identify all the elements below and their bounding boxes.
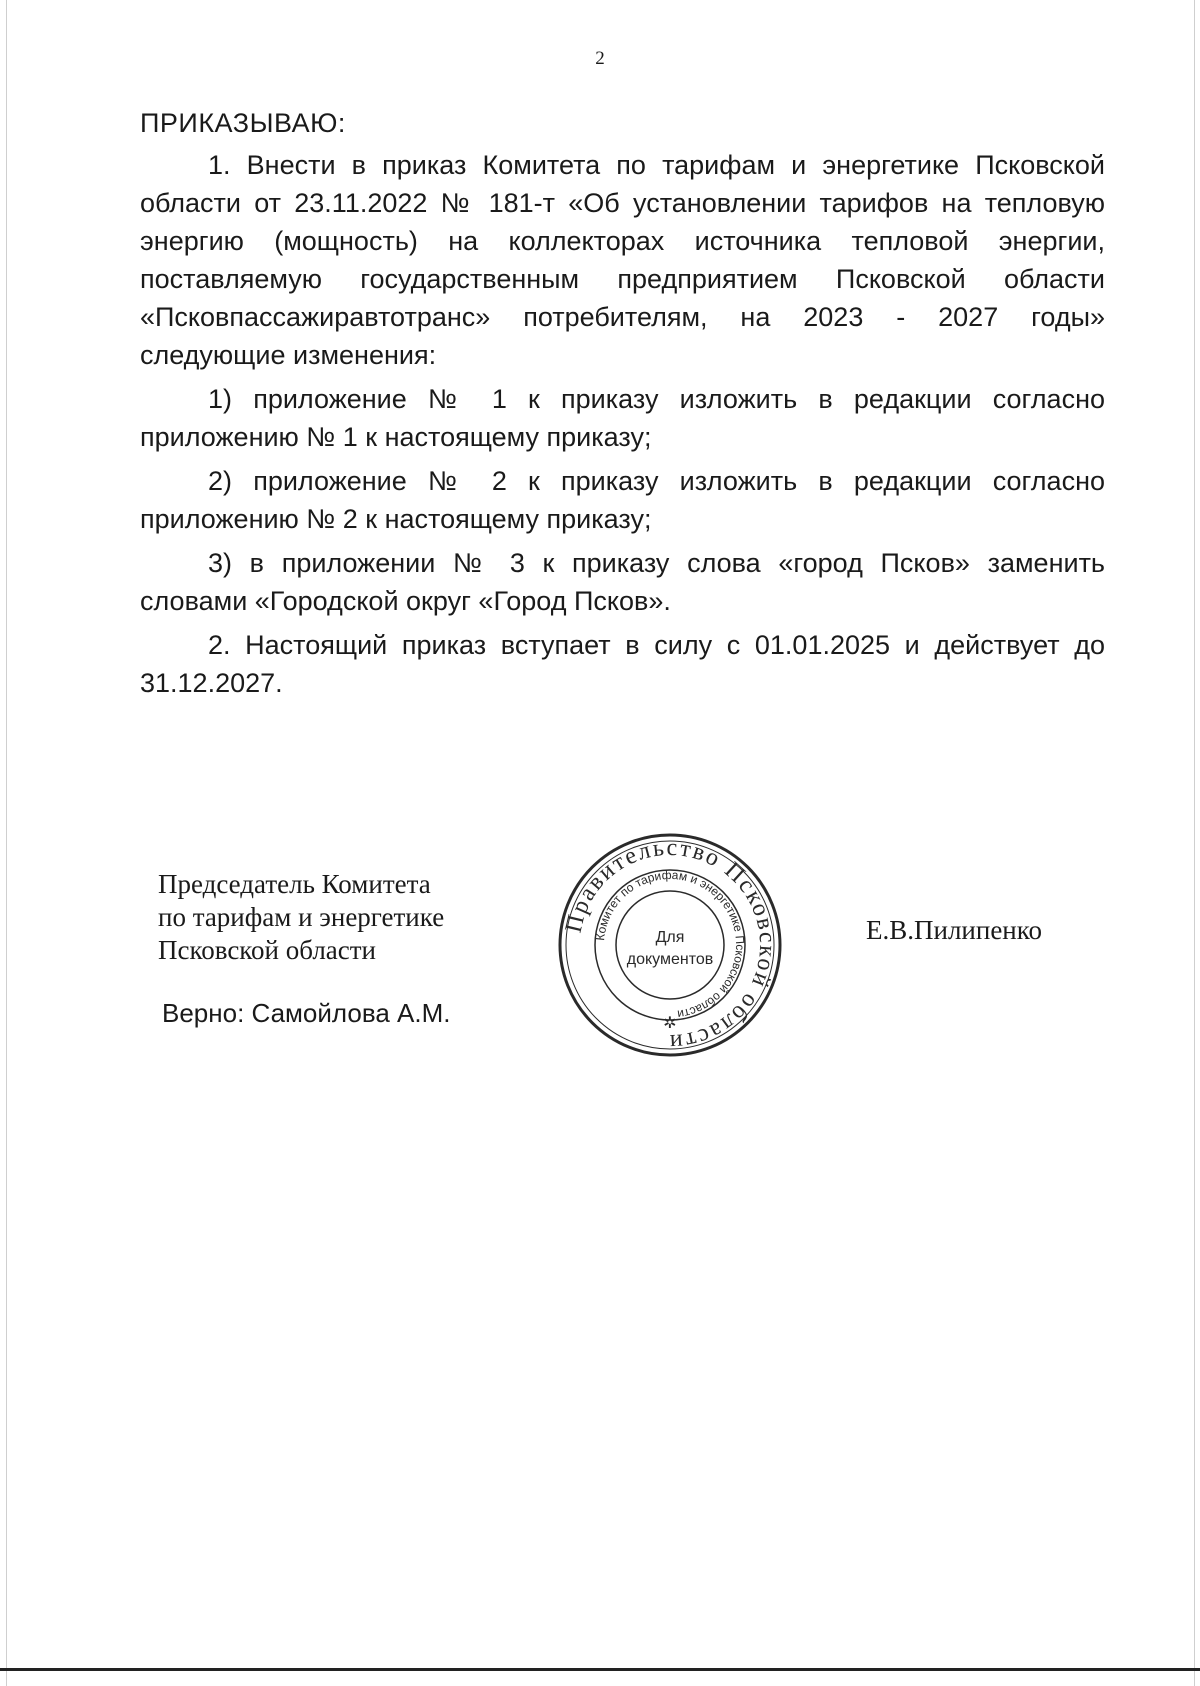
paragraph-2: 2. Настоящий приказ вступает в силу с 01.01.2025 и действует до 31.12.2027. [140, 630, 1105, 698]
order-body [140, 146, 1105, 708]
signatory-name: Е.В.Пилипенко [866, 915, 1043, 945]
seal-star-icon: ✲ [663, 1013, 677, 1032]
order-heading: ПРИКАЗЫВАЮ: [140, 108, 346, 138]
verified-by: Верно: Самойлова А.М. [162, 998, 451, 1028]
scan-edge-right [1194, 0, 1195, 1686]
seal-inner-text: Комитет по тарифам и энергетике Псковской области [593, 867, 748, 1022]
official-seal [555, 830, 785, 1060]
signatory-title-line-3: Псковской области [158, 935, 377, 965]
paragraph-1-item-1: 1) приложение № 1 к приказу изложить в редакции согласно приложению № 1 к настоящему приказу; [140, 384, 1105, 452]
seal-center-line-1: Для [655, 929, 685, 946]
paragraph-1-item-3: 3) в приложении № 3 к приказу слова «город Псков» заменить словами «Городской округ «Город Псков». [140, 548, 1105, 616]
signatory-title [158, 868, 444, 967]
seal-outer-text: Правительство Псковской области [560, 834, 781, 1056]
seal-center-line-2: документов [626, 951, 714, 968]
paragraph-1-item-2: 2) приложение № 2 к приказу изложить в редакции согласно приложению № 2 к настоящему приказу; [140, 466, 1105, 534]
signatory-title-line-1: Председатель Комитета [158, 869, 431, 899]
signatory-title-line-2: по тарифам и энергетике [158, 902, 445, 932]
page-number: 2 [595, 48, 605, 69]
page-bottom-rule [0, 1668, 1200, 1671]
scan-edge-left [6, 0, 7, 1686]
paragraph-1: 1. Внести в приказ Комитета по тарифам и энергетике Псковской области от 23.11.2022 № 181-т «Об установлении тарифов на тепловую энергию (мощность) на коллекторах источника тепловой энергии, поставляемую государственным предприятием Псковской области «Псковпассажиравтотранс» потребителям, на 2023 - 2027 годы» следующие изменения: [140, 150, 1105, 370]
